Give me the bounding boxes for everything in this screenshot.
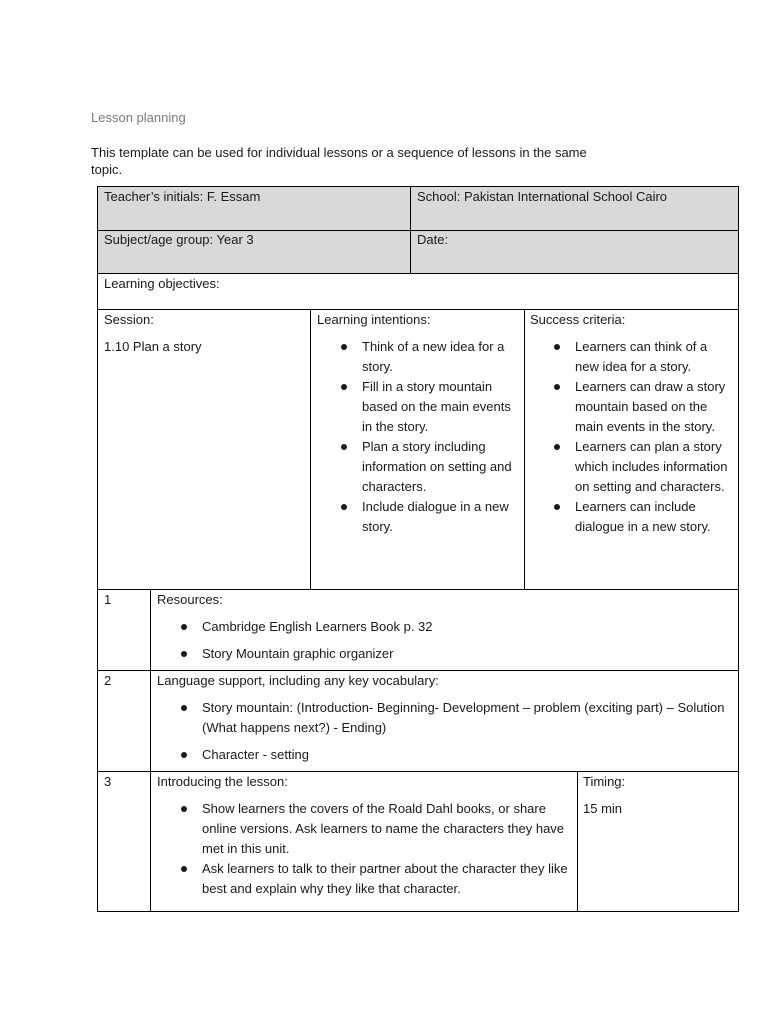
activity-item: Ask learners to talk to their partner about the character they like best and explain why they like that character. xyxy=(157,859,571,899)
border-line xyxy=(97,911,739,912)
timing-cell xyxy=(577,772,739,911)
border-line xyxy=(310,309,311,590)
intention-item: Think of a new idea for a story. xyxy=(317,337,518,377)
document-heading: Lesson planning xyxy=(91,110,186,125)
criteria-item: Learners can include dialogue in a new story. xyxy=(530,497,733,537)
subject-cell: Subject/age group: Year 3 xyxy=(98,230,411,273)
vocabulary-item: Character - setting xyxy=(157,745,733,765)
intention-item: Include dialogue in a new story. xyxy=(317,497,518,537)
success-criteria-list xyxy=(530,337,733,537)
introducing-lesson-list xyxy=(157,799,571,899)
learning-intentions-cell xyxy=(311,310,524,590)
activity-item: Show learners the covers of the Roald Dahl books, or share online versions. Ask learners to name the characters they have met in this unit. xyxy=(157,799,571,859)
border-line xyxy=(97,589,739,590)
intention-item: Plan a story including information on setting and characters. xyxy=(317,437,518,497)
resources-list xyxy=(157,617,733,664)
border-line xyxy=(97,771,739,772)
introducing-lesson-label: Introducing the lesson: xyxy=(157,774,288,789)
teacher-cell: Teacher’s initials: F. Essam xyxy=(98,187,411,230)
criteria-item: Learners can plan a story which includes information on setting and characters. xyxy=(530,437,733,497)
learning-intentions-list xyxy=(317,337,518,537)
language-support-list xyxy=(157,698,733,765)
success-criteria-label: Success criteria: xyxy=(530,312,626,327)
school-cell: School: Pakistan International School Cairo xyxy=(411,187,739,230)
border-line xyxy=(97,186,739,187)
language-support-cell xyxy=(151,671,739,772)
vocabulary-item: Story mountain: (Introduction- Beginning- Development – problem (exciting part) – Solution (What happens next?) - Ending) xyxy=(157,698,733,738)
border-line xyxy=(577,771,578,912)
resources-cell xyxy=(151,590,739,671)
border-line xyxy=(738,186,739,912)
session-value: 1.10 Plan a story xyxy=(104,339,202,354)
resource-item: Cambridge English Learners Book p. 32 xyxy=(157,617,733,637)
session-label: Session: xyxy=(104,312,154,327)
learning-objectives-cell: Learning objectives: xyxy=(104,276,220,291)
session-cell xyxy=(98,310,310,590)
learning-intentions-label: Learning intentions: xyxy=(317,312,431,327)
border-line xyxy=(97,186,98,912)
border-line xyxy=(97,230,739,231)
border-line xyxy=(524,309,525,590)
timing-label: Timing: xyxy=(583,774,626,789)
intro-text: This template can be used for individual lessons or a sequence of lessons in the same topic. xyxy=(91,145,587,177)
row-number: 1 xyxy=(104,592,112,607)
row-number: 2 xyxy=(104,673,112,688)
resource-item: Story Mountain graphic organizer xyxy=(157,644,733,664)
border-line xyxy=(97,309,739,310)
border-line xyxy=(97,670,739,671)
row-number: 3 xyxy=(104,774,112,789)
resources-label: Resources: xyxy=(157,592,223,607)
criteria-item: Learners can draw a story mountain based on the main events in the story. xyxy=(530,377,733,437)
intention-item: Fill in a story mountain based on the main events in the story. xyxy=(317,377,518,437)
date-cell: Date: xyxy=(411,230,739,273)
border-line xyxy=(410,186,411,273)
criteria-item: Learners can think of a new idea for a story. xyxy=(530,337,733,377)
timing-value: 15 min xyxy=(583,801,623,816)
border-line xyxy=(97,273,739,274)
introducing-lesson-cell xyxy=(151,772,577,911)
success-criteria-cell xyxy=(524,310,739,590)
language-support-label: Language support, including any key vocabulary: xyxy=(157,673,439,688)
border-line xyxy=(150,589,151,912)
